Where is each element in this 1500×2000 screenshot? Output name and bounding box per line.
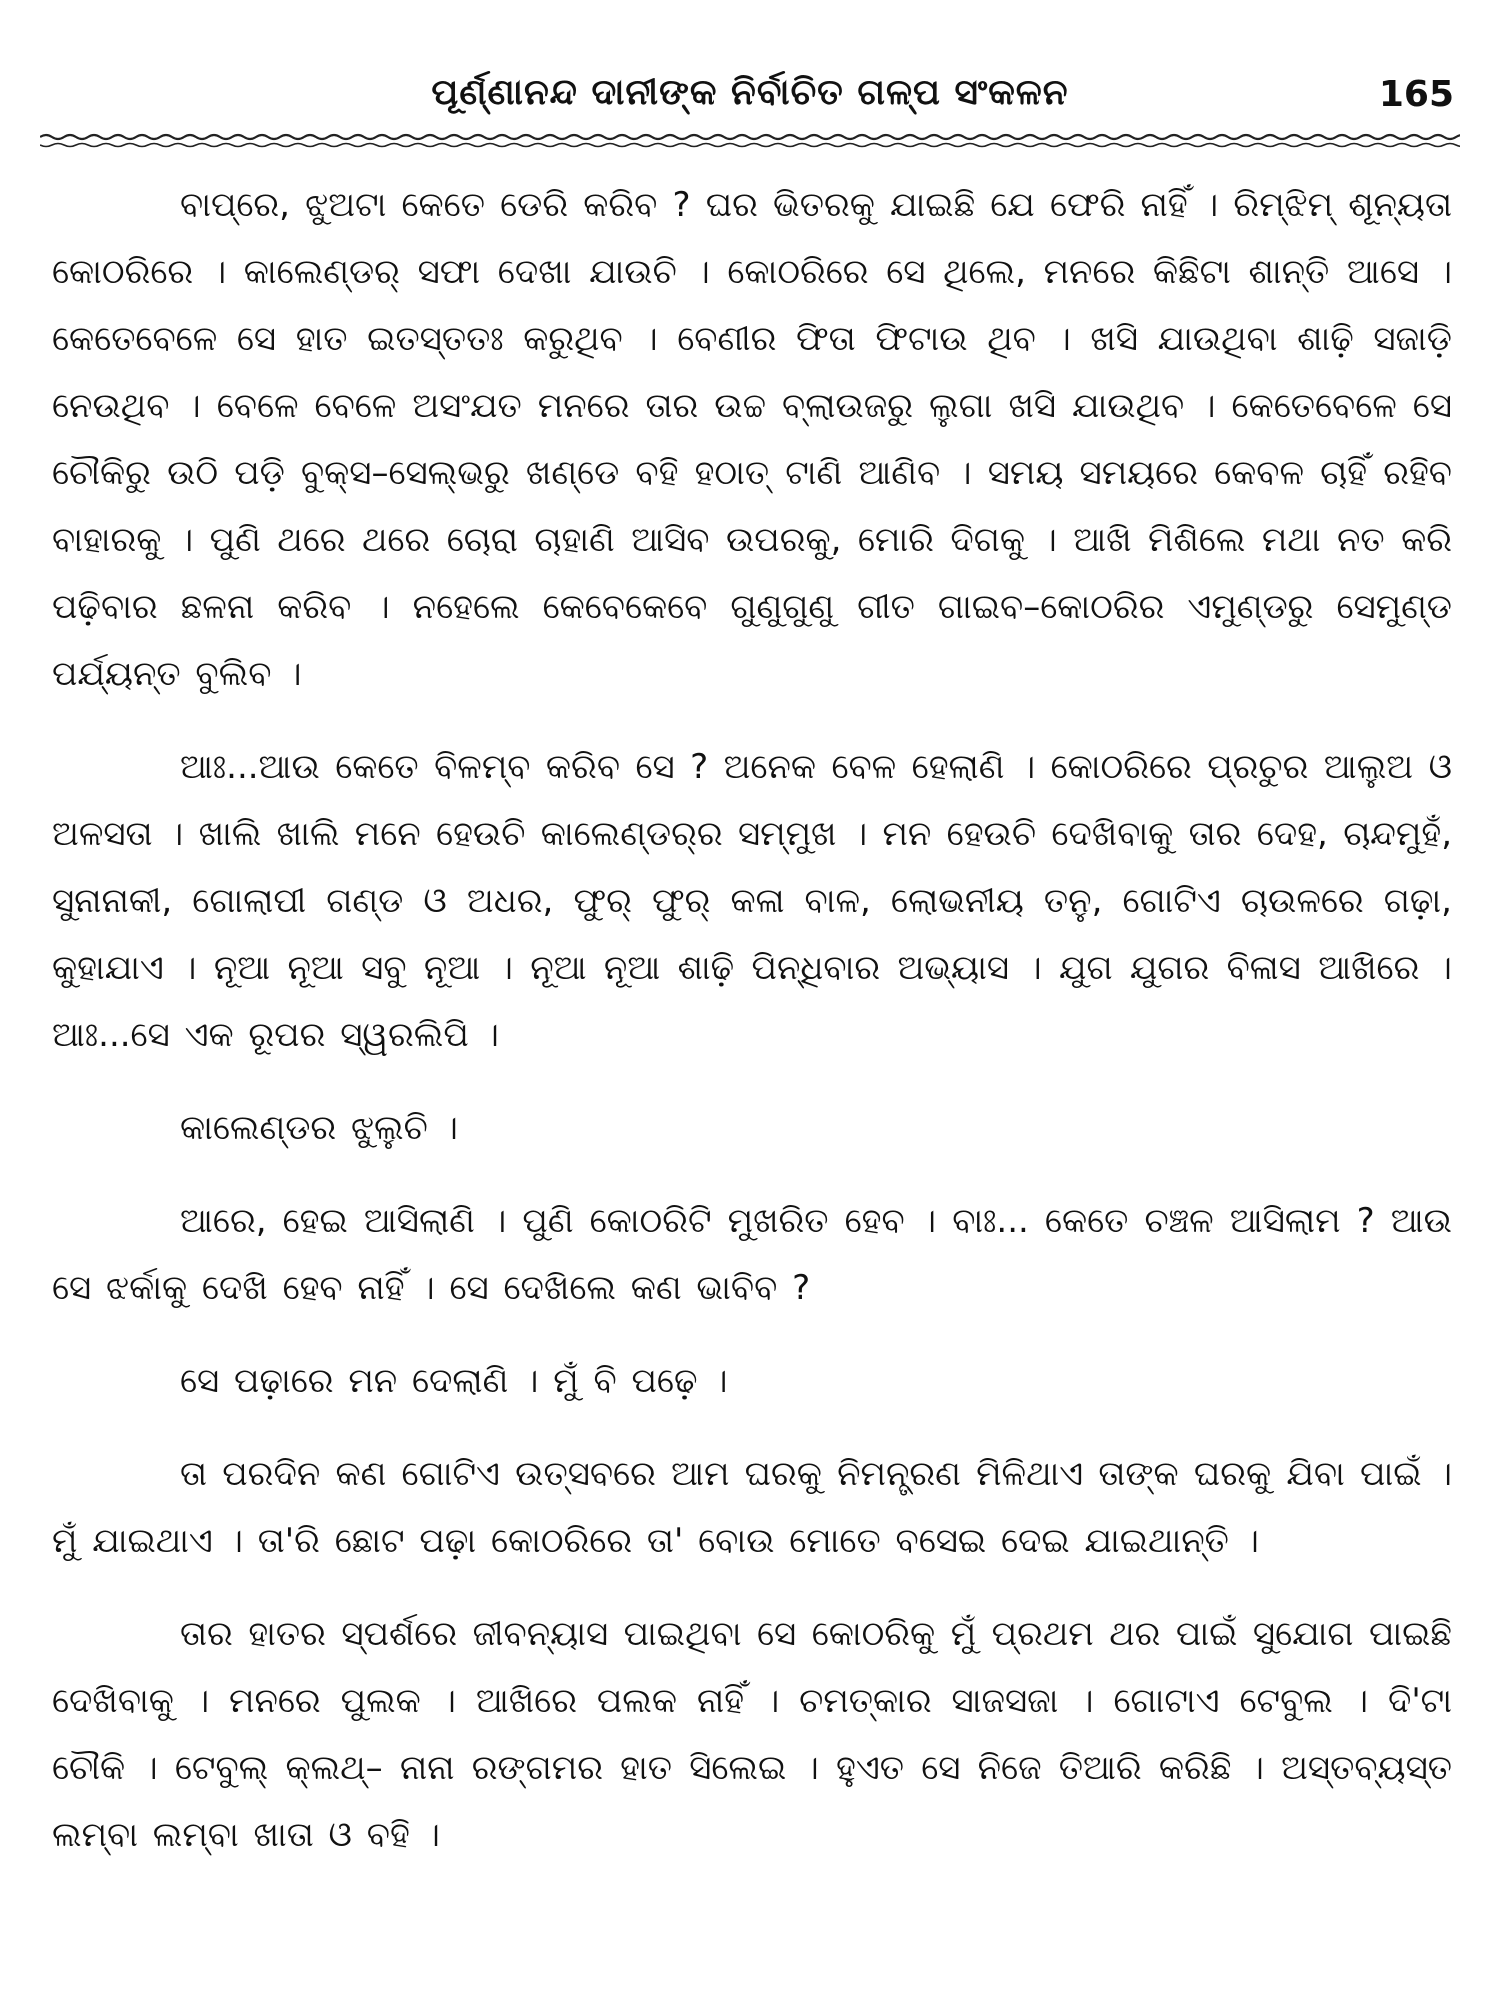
paragraph: ତାର ହାତର ସ୍ପର୍ଶରେ ଜୀବନ୍ୟାସ ପାଇଥିବା ସେ କୋଠରିକୁ ମୁଁ ପ୍ରଥମ ଥର ପାଇଁ ସୁଯୋଗ ପାଇଛି ଦେଖିବାକୁ । ମନରେ ପୁଲକ । ଆଖିରେ ପଲକ ନାହିଁ । ଚମତ୍କାର ସାଜସଜା । ଗୋଟାଏ ଟେବୁଲ । ଦି'ଟା ଚୌକି । ଟେବୁଲ୍ କ୍ଲଥ୍– ନାନା ରଙ୍ଗମର ହାତ ସିଲେଇ । ହୁଏତ ସେ ନିଜେ ତିଆରି କରିଛି । ଅସ୍ତବ୍ୟସ୍ତ ଲମ୍ବା ଲମ୍ବା ଖାତା ଓ ବହି । [52,1614,1452,1855]
book-title: ପୂର୍ଣ୍ଣାନନ୍ଦ ଦାନୀଙ୍କ ନିର୍ବାଚିତ ଗଳ୍ପ ସଂକଳନ [431,72,1069,113]
running-header [40,62,1460,132]
ornamental-wavy-rule [40,130,1460,152]
page-number: 165 [1378,74,1454,115]
body-text [52,172,1452,1869]
paragraph: ଆରେ, ହେଇ ଆସିଲାଣି । ପୁଣି କୋଠରିଟି ମୁଖରିତ ହେବ । ବାଃ... କେତେ ଚଞ୍ଚଳ ଆସିଲାମ ? ଆଉ ସେ ଝର୍କାକୁ ଦେଖି ହେବ ନାହିଁ । ସେ ଦେଖିଲେ କଣ ଭାବିବ ? [52,1201,1452,1308]
paragraph: ସେ ପଢ଼ାରେ ମନ ଦେଲାଣି । ମୁଁ ବି ପଢ଼େ । [180,1361,728,1401]
paragraph: ବାପ୍‌ରେ, ଝୁଅଟା କେତେ ଡେରି କରିବ ? ଘର ଭିତରକୁ ଯାଇଛି ଯେ ଫେରି ନାହିଁ । ରିମ୍‌ଝିମ୍ ଶୂନ୍ୟତା କୋଠରିରେ । କାଲେଣ୍ଡର୍ ସଫା ଦେଖା ଯାଉଚି । କୋଠରିରେ ସେ ଥିଲେ, ମନରେ କିଛିଟା ଶାନ୍ତି ଆସେ । କେତେବେଳେ ସେ ହାତ ଇତସ୍ତତଃ କରୁଥିବ । ବେଣୀର ଫିତା ଫିଟାଉ ଥିବ । ଖସି ଯାଉଥିବା ଶାଢ଼ି ସଜାଡ଼ି ନେଉଥିବ । ବେଳେ ବେଳେ ଅସଂଯତ ମନରେ ତାର ଉଚ୍ଚ ବ୍ଲାଉଜରୁ ଲୁଗା ଖସି ଯାଉଥିବ । କେତେବେଳେ ସେ ଚୌକିରୁ ଉଠି ପଡ଼ି ବୁକ୍‌ସ–ସେଲ୍‌ଭରୁ ଖଣ୍ଡେ ବହି ହଠାତ୍ ଟାଣି ଆଣିବ । ସମୟ ସମୟରେ କେବଳ ଚାହିଁ ରହିବ ବାହାରକୁ । ପୁଣି ଥରେ ଥରେ ଚୋରା ଚାହାଣି ଆସିବ ଉପରକୁ, ମୋରି ଦିଗକୁ । ଆଖି ମିଶିଲେ ମଥା ନତ କରି ପଢ଼ିବାର ଛଳନା କରିବ । ନହେଲେ କେବେକେବେ ଗୁଣୁଗୁଣୁ ଗୀତ ଗାଇବ–କୋଠରିର ଏମୁଣ୍ଡରୁ ସେମୁଣ୍ଡ ପର୍ଯ୍ୟନ୍ତ ବୁଲିବ । [52,185,1452,694]
paragraph: ଆଃ...ଆଉ କେତେ ବିଳମ୍ବ କରିବ ସେ ? ଅନେକ ବେଳ ହେଲାଣି । କୋଠରିରେ ପ୍ରଚୁର ଆଲୁଅ ଓ ଅଳସତା । ଖାଲି ଖାଲି ମନେ ହେଉଚି କାଲେଣ୍ଡର୍‌ର ସମ୍ମୁଖ । ମନ ହେଉଚି ଦେଖିବାକୁ ତାର ଦେହ, ଚାନ୍ଦମୁହଁ, ସୁନାନାକୀ, ଗୋଲାପୀ ଗଣ୍ଡ ଓ ଅଧର, ଫୁର୍ ଫୁର୍ କଳା ବାଳ, ଲୋଭନୀୟ ତନୁ, ଗୋଟିଏ ଚାଉଳରେ ଗଢ଼ା, କୁହାଯାଏ । ନୂଆ ନୂଆ ସବୁ ନୂଆ । ନୂଆ ନୂଆ ଶାଢ଼ି ପିନ୍ଧିବାର ଅଭ୍ୟାସ । ଯୁଗ ଯୁଗର ବିଳାସ ଆଖିରେ । ଆଃ...ସେ ଏକ ରୂପର ସ୍ୱରଲିପି । [52,747,1452,1055]
paragraph: ତା ପରଦିନ କଣ ଗୋଟିଏ ଉତ୍ସବରେ ଆମ ଘରକୁ ନିମନ୍ତ୍ରଣ ମିଳିଥାଏ ତାଙ୍କ ଘରକୁ ଯିବା ପାଇଁ । ମୁଁ ଯାଇଥାଏ । ତା'ରି ଛୋଟ ପଢ଼ା କୋଠରିରେ ତା' ବୋଉ ମୋତେ ବସେଇ ଦେଇ ଯାଇଥାନ୍ତି । [52,1454,1452,1561]
paragraph: କାଲେଣ୍ଡର ଝୁଲୁଚି । [180,1108,458,1148]
